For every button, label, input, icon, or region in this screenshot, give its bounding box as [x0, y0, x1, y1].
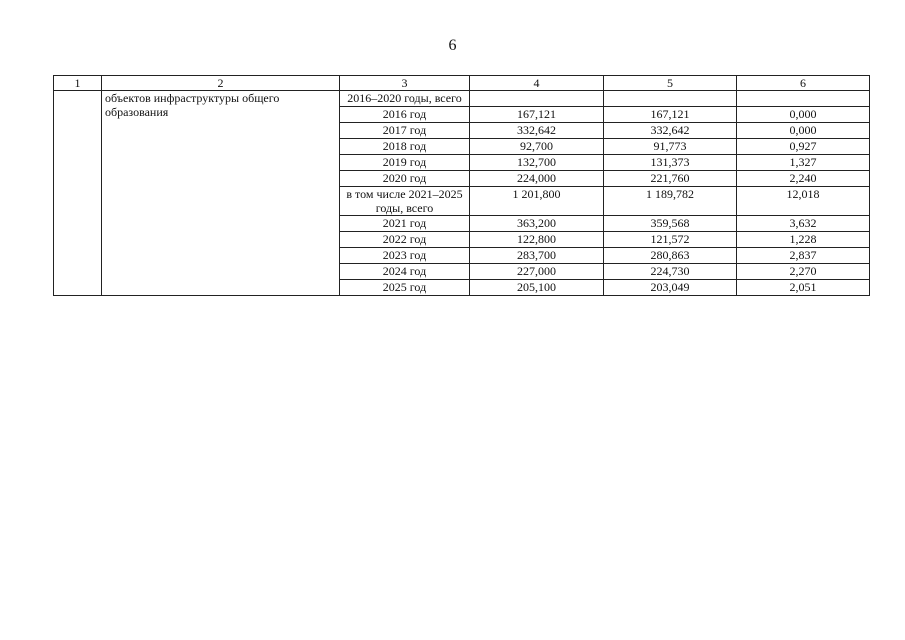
- period-cell: 2017 год: [340, 123, 470, 139]
- value-col-4: 92,700: [470, 139, 604, 155]
- value-col-6: 3,632: [737, 216, 870, 232]
- value-col-4: [470, 91, 604, 107]
- description-cell: объектов инфраструктуры общего образования: [102, 91, 340, 296]
- value-col-6: 2,051: [737, 280, 870, 296]
- table-row: [54, 91, 870, 107]
- period-cell: 2024 год: [340, 264, 470, 280]
- header-col-3: 3: [340, 76, 470, 91]
- value-col-4: 205,100: [470, 280, 604, 296]
- value-col-5: 121,572: [604, 232, 737, 248]
- value-col-6: 1,228: [737, 232, 870, 248]
- value-col-4: 122,800: [470, 232, 604, 248]
- period-cell: 2016 год: [340, 107, 470, 123]
- value-col-6: 0,927: [737, 139, 870, 155]
- value-col-5: 221,760: [604, 171, 737, 187]
- budget-table: [53, 75, 870, 296]
- value-col-5: 332,642: [604, 123, 737, 139]
- value-col-6: 2,240: [737, 171, 870, 187]
- value-col-6: 0,000: [737, 123, 870, 139]
- value-col-5: [604, 91, 737, 107]
- value-col-4: 1 201,800: [470, 187, 604, 216]
- value-col-6: 2,837: [737, 248, 870, 264]
- value-col-5: 1 189,782: [604, 187, 737, 216]
- value-col-4: 227,000: [470, 264, 604, 280]
- period-cell: 2025 год: [340, 280, 470, 296]
- period-cell: 2016–2020 годы, всего: [340, 91, 470, 107]
- value-col-4: 332,642: [470, 123, 604, 139]
- value-col-5: 280,863: [604, 248, 737, 264]
- value-col-6: [737, 91, 870, 107]
- value-col-5: 167,121: [604, 107, 737, 123]
- value-col-4: 283,700: [470, 248, 604, 264]
- page-number: 6: [448, 37, 457, 54]
- period-cell: 2019 год: [340, 155, 470, 171]
- header-col-5: 5: [604, 76, 737, 91]
- period-cell: 2020 год: [340, 171, 470, 187]
- period-cell: 2018 год: [340, 139, 470, 155]
- value-col-6: 1,327: [737, 155, 870, 171]
- period-cell: 2021 год: [340, 216, 470, 232]
- value-col-5: 359,568: [604, 216, 737, 232]
- header-row: [54, 76, 870, 91]
- period-cell: 2023 год: [340, 248, 470, 264]
- period-cell: в том числе 2021–2025 годы, всего: [340, 187, 470, 216]
- value-col-4: 224,000: [470, 171, 604, 187]
- value-col-6: 2,270: [737, 264, 870, 280]
- value-col-5: 224,730: [604, 264, 737, 280]
- value-col-4: 132,700: [470, 155, 604, 171]
- header-col-2: 2: [102, 76, 340, 91]
- value-col-5: 91,773: [604, 139, 737, 155]
- value-col-5: 203,049: [604, 280, 737, 296]
- header-col-4: 4: [470, 76, 604, 91]
- period-cell: 2022 год: [340, 232, 470, 248]
- value-col-4: 363,200: [470, 216, 604, 232]
- row-number-cell: [54, 91, 102, 296]
- value-col-6: 12,018: [737, 187, 870, 216]
- value-col-5: 131,373: [604, 155, 737, 171]
- value-col-4: 167,121: [470, 107, 604, 123]
- value-col-6: 0,000: [737, 107, 870, 123]
- header-col-1: 1: [54, 76, 102, 91]
- header-col-6: 6: [737, 76, 870, 91]
